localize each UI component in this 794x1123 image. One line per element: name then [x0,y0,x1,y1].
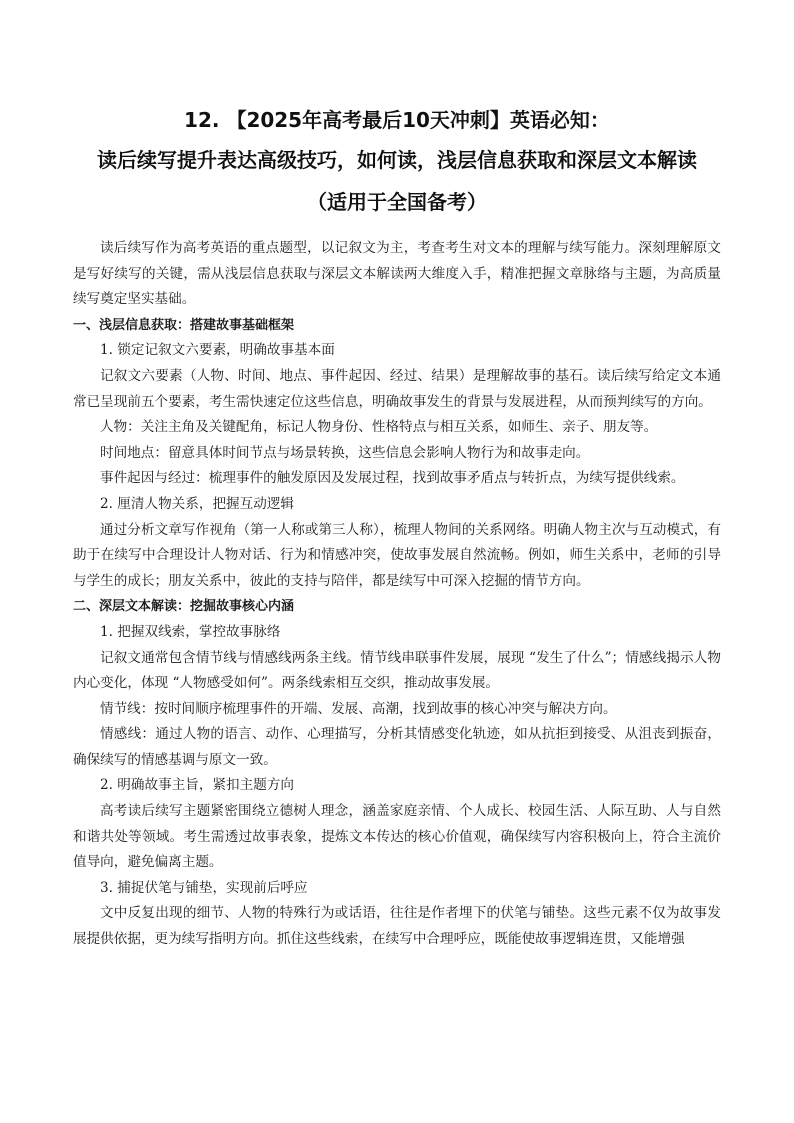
document-body [73,236,721,953]
intro-paragraph: 读后续写作为高考英语的重点题型，以记叙文为主，考查考生对文本的理解与续写能力。深刻理解原文是写好续写的关键，需从浅层信息获取与深层文本解读两大维度入手，精准把握文章脉络与主题，为高质量续写奠定坚实基础。 [73,240,721,308]
section-1-item-1-heading: 1. 锁定记叙文六要素，明确故事基本面 [100,342,335,359]
title-line-3: （适用于全国备考） [307,190,487,214]
section-2-item-2-heading: 2. 明确故事主旨，紧扣主题方向 [100,777,295,794]
section-2-item-3-text: 文中反复出现的细节、人物的特殊行为或话语，往往是作者埋下的伏笔与铺垫。这些元素不仅为故事发展提供依据，更为续写指明方向。抓住这些线索，在续写中合理呼应，既能使故事逻辑连贯，又能增强 [73,905,721,948]
section-1-item-1-text: 记叙文六要素（人物、时间、地点、事件起因、经过、结果）是理解故事的基石。读后续写给定文本通常已呈现前五个要素，考生需快速定位这些信息，明确故事发生的背景与发展进程，从而预判续写的方向。 [73,367,721,410]
section-1-time-place-paragraph: 时间地点：留意具体时间节点与场景转换，这些信息会影响人物行为和故事走向。 [100,444,590,461]
section-2-item-1-text: 记叙文通常包含情节线与情感线两条主线。情节线串联事件发展，展现 “发生了什么”；情感线揭示人物内心变化，体现 “人物感受如何”。两条线索相互交织，推动故事发展。 [73,649,721,692]
section-1-people-paragraph: 人物：关注主角及关键配角，标记人物身份、性格特点与相互关系，如师生、亲子、朋友等。 [100,419,658,436]
title-line-2: 读后续写提升表达高级技巧，如何读，浅层信息获取和深层文本解读 [97,148,697,172]
section-1-heading: 一、浅层信息获取：搭建故事基础框架 [73,317,295,333]
section-1-cause-paragraph: 事件起因与经过：梳理事件的触发原因及发展过程，找到故事矛盾点与转折点，为续写提供线索。 [100,470,685,487]
section-2-emotion-paragraph: 情感线：通过人物的语言、动作、心理描写，分析其情感变化轨迹，如从抗拒到接受、从沮丧到振奋，确保续写的情感基调与原文一致。 [73,726,721,768]
section-2-plot-paragraph: 情节线：按时间顺序梳理事件的开端、发展、高潮，找到故事的核心冲突与解决方向。 [100,700,617,717]
section-2-item-3-heading: 3. 捕捉伏笔与铺垫，实现前后呼应 [100,879,308,896]
title-line-1: 12. 【2025年高考最后10天冲刺】英语必知： [184,108,610,132]
section-1-item-2-heading: 2. 厘清人物关系，把握互动逻辑 [100,495,295,512]
section-2-item-2-text: 高考读后续写主题紧密围绕立德树人理念，涵盖家庭亲情、个人成长、校园生活、人际互助、人与自然和谐共处等领域。考生需透过故事表象，提炼文本传达的核心价值观，确保续写内容积极向上，符合主流价值导向，避免偏离主题。 [73,803,721,871]
section-1-item-2-text: 通过分析文章写作视角（第一人称或第三人称），梳理人物间的关系网络。明确人物主次与互动模式，有助于在续写中合理设计人物对话、行为和情感冲突，使故事发展自然流畅。例如，师生关系中，老师的引导与学生的成长；朋友关系中，彼此的支持与陪伴，都是续写中可深入挖掘的情节方向。 [73,521,721,589]
section-2-heading: 二、深层文本解读：挖掘故事核心内涵 [73,599,295,615]
section-2-item-1-heading: 1. 把握双线索，掌控故事脉络 [100,623,281,640]
